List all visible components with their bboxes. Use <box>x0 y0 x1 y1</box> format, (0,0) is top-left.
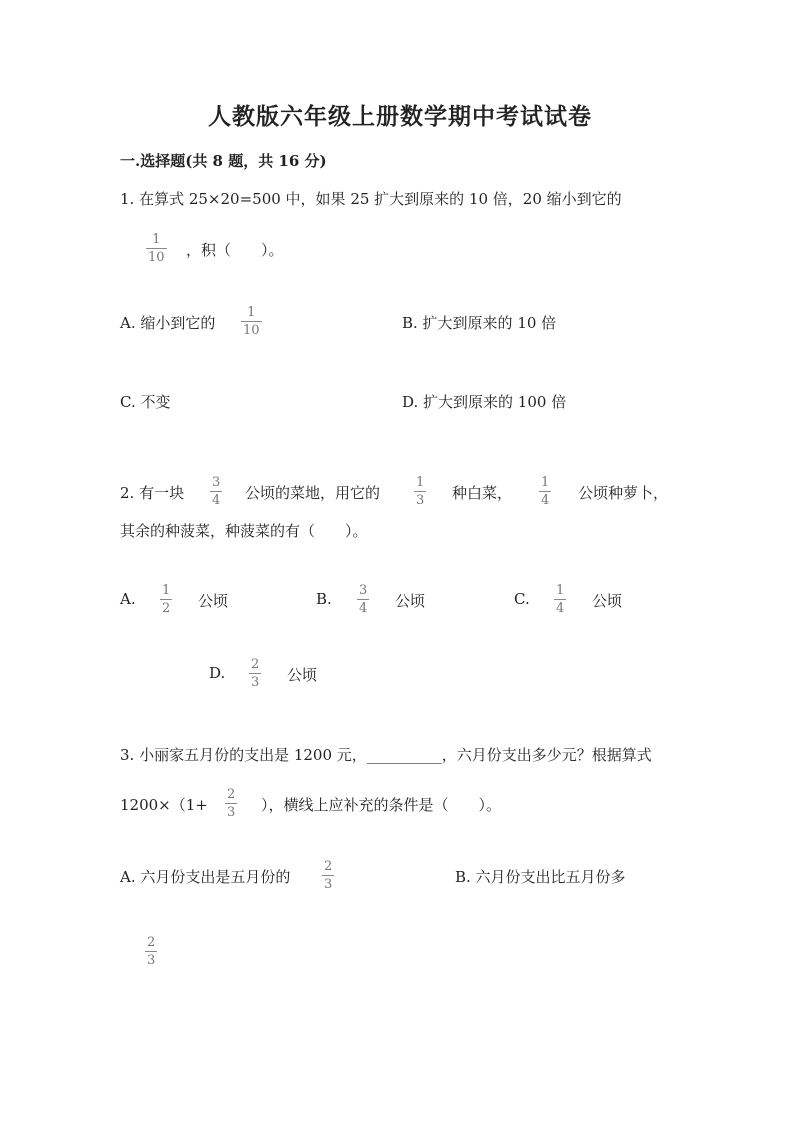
q2-fraction-1 <box>210 475 222 508</box>
fraction-denominator: 4 <box>212 493 221 508</box>
q2-stem-prefix: 2. 有一块 <box>120 484 185 502</box>
q2-option-d-fraction <box>249 657 261 690</box>
fraction-numerator: 1 <box>556 583 565 598</box>
fraction-denominator: 4 <box>359 601 368 616</box>
fraction-numerator: 1 <box>541 475 550 490</box>
q1-option-c[interactable]: C. 不变 <box>120 393 171 411</box>
q1-stem: 1. 在算式 25×20=500 中，如果 25 扩大到原来的 10 倍，20 缩小到它的 <box>120 190 622 208</box>
fraction-denominator: 3 <box>147 953 156 968</box>
q2-stem-mid-1: 公顷的菜地，用它的 <box>245 484 381 502</box>
page-title: 人教版六年级上册数学期中考试试卷 <box>208 103 592 130</box>
fraction-denominator: 3 <box>416 493 425 508</box>
fraction-denominator: 2 <box>162 601 171 616</box>
q2-stem-mid-2: 种白菜， <box>452 484 513 502</box>
q3-stem-line-2-prefix: 1200×（1+ <box>120 796 208 814</box>
fraction-denominator: 4 <box>556 601 565 616</box>
fraction-numerator: 1 <box>162 583 171 598</box>
fraction-numerator: 1 <box>247 305 256 320</box>
fraction-denominator: 4 <box>541 493 550 508</box>
q1-option-a[interactable]: A. 缩小到它的 <box>120 314 216 332</box>
q2-option-a-fraction <box>160 583 172 616</box>
q2-option-d-unit: 公顷 <box>287 666 318 684</box>
fraction-denominator: 3 <box>227 805 236 820</box>
q2-fraction-2 <box>414 475 426 508</box>
q3-stem-line-2-suffix: ），横线上应补充的条件是（ ）。 <box>261 796 502 814</box>
q2-fraction-3 <box>539 475 551 508</box>
q1-stem-end: ，积（ ）。 <box>186 241 284 259</box>
q1-option-a-fraction <box>241 305 262 338</box>
q2-option-c-unit: 公顷 <box>592 592 623 610</box>
q2-stem-mid-3: 公顷种萝卜， <box>578 484 669 502</box>
q1-fraction <box>146 232 167 265</box>
q1-option-d[interactable]: D. 扩大到原来的 100 倍 <box>402 393 567 411</box>
q3-stem: 3. 小丽家五月份的支出是 1200 元，__________，六月份支出多少元？根据算式 <box>120 746 652 764</box>
fraction-numerator: 1 <box>416 475 425 490</box>
q2-option-d[interactable]: D. <box>209 664 226 682</box>
q3-option-b-fraction <box>145 935 157 968</box>
fraction-numerator: 2 <box>227 787 236 802</box>
q2-option-c[interactable]: C. <box>514 590 530 608</box>
fraction-numerator: 1 <box>152 232 161 247</box>
fraction-numerator: 3 <box>359 583 368 598</box>
q2-option-b-unit: 公顷 <box>395 592 426 610</box>
q2-option-c-fraction <box>554 583 566 616</box>
q3-fraction <box>225 787 237 820</box>
fraction-numerator: 2 <box>147 935 156 950</box>
fraction-numerator: 2 <box>324 859 333 874</box>
q3-option-b[interactable]: B. 六月份支出比五月份多 <box>455 868 626 886</box>
q2-option-a[interactable]: A. <box>120 590 136 608</box>
q2-option-b[interactable]: B. <box>316 590 332 608</box>
fraction-numerator: 3 <box>212 475 221 490</box>
q3-option-a[interactable]: A. 六月份支出是五月份的 <box>120 868 291 886</box>
fraction-numerator: 2 <box>251 657 260 672</box>
fraction-denominator: 10 <box>243 323 260 338</box>
fraction-denominator: 3 <box>251 675 260 690</box>
q2-stem-line-2: 其余的种菠菜，种菠菜的有（ ）。 <box>120 522 368 540</box>
fraction-denominator: 3 <box>324 877 333 892</box>
section-heading: 一.选择题(共 8 题，共 16 分) <box>120 152 327 170</box>
fraction-denominator: 10 <box>148 250 165 265</box>
q3-option-a-fraction <box>322 859 334 892</box>
q1-option-b[interactable]: B. 扩大到原来的 10 倍 <box>402 314 557 332</box>
q2-option-a-unit: 公顷 <box>198 592 229 610</box>
q2-option-b-fraction <box>357 583 369 616</box>
